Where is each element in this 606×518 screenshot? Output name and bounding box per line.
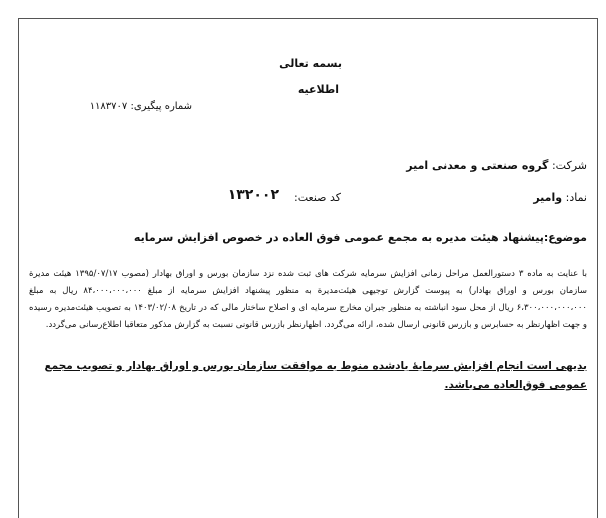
subject-row	[134, 231, 587, 244]
notice-document	[18, 18, 598, 518]
tracking-number-label: شماره پیگیری:	[130, 101, 192, 112]
subject-label: موضوع:	[543, 231, 587, 244]
notice-title: اطلاعیه	[297, 83, 339, 96]
notice-body	[29, 266, 587, 334]
company-value: گروه صنعتی و معدنی امیر	[406, 159, 549, 172]
symbol-value: وامیر	[533, 191, 563, 204]
symbol-label: نماد:	[565, 191, 587, 204]
conclusion-block	[29, 357, 587, 395]
industry-code-label: کد صنعت:	[294, 191, 341, 204]
symbol-row	[533, 191, 587, 204]
industry-code-value: ۱۳۲۰۰۲	[227, 187, 279, 203]
subject-text: پیشنهاد هیئت مدیره به مجمع عمومی فوق العاده در خصوص افزایش سرمایه	[133, 231, 544, 244]
tracking-number-row	[90, 101, 192, 112]
tracking-number-value: ۱۱۸۳۷۰۷	[89, 101, 128, 112]
salutation-heading: بسمه تعالی	[279, 57, 342, 70]
company-label: شرکت:	[551, 159, 587, 172]
body-paragraph: با عنایت به ماده ۳ دستورالعمل مراحل زمانی افزایش سرمایه شرکت های ثبت شده نزد سازمان بورس و اوراق بهادار (مصوب ۱۳۹۵/۰۷/۱۷ هیئت مدیرة سازمان بورس و اوراق بهادار) به پیوست گزارش توجیهی هیئت‌مدیرة به منظور پیشنهاد افزایش سرمایه از مبلغ ۸۴،۰۰۰،۰۰۰،۰۰۰ ریال به مبلغ ۶،۳۰۰،۰۰۰،۰۰۰،۰۰۰ ریال از محل سود انباشته به منظور جبران مخارج سرمایه ای و اصلاح ساختار مالی که در تاریخ ۱۴۰۳/۰۲/۰۸ به تصویب هیئت‌مدیره رسیده و جهت اظهارنظر به حسابرس و بازرس قانونی ارسال شده، ارائه می‌گردد. اظهارنظر بازرس قانونی نسبت به گزارش مذکور متعاقبا اطلاع‌رسانی می‌گردد.	[29, 269, 587, 330]
company-row	[406, 159, 587, 172]
conclusion-text: بدیهی است انجام افزایش سرمایهٔ یادشده منوط به موافقت سازمان بورس و اوراق بهادار و تصویب مجمع عمومی فوق‌العاده می‌باشد.	[44, 360, 587, 391]
